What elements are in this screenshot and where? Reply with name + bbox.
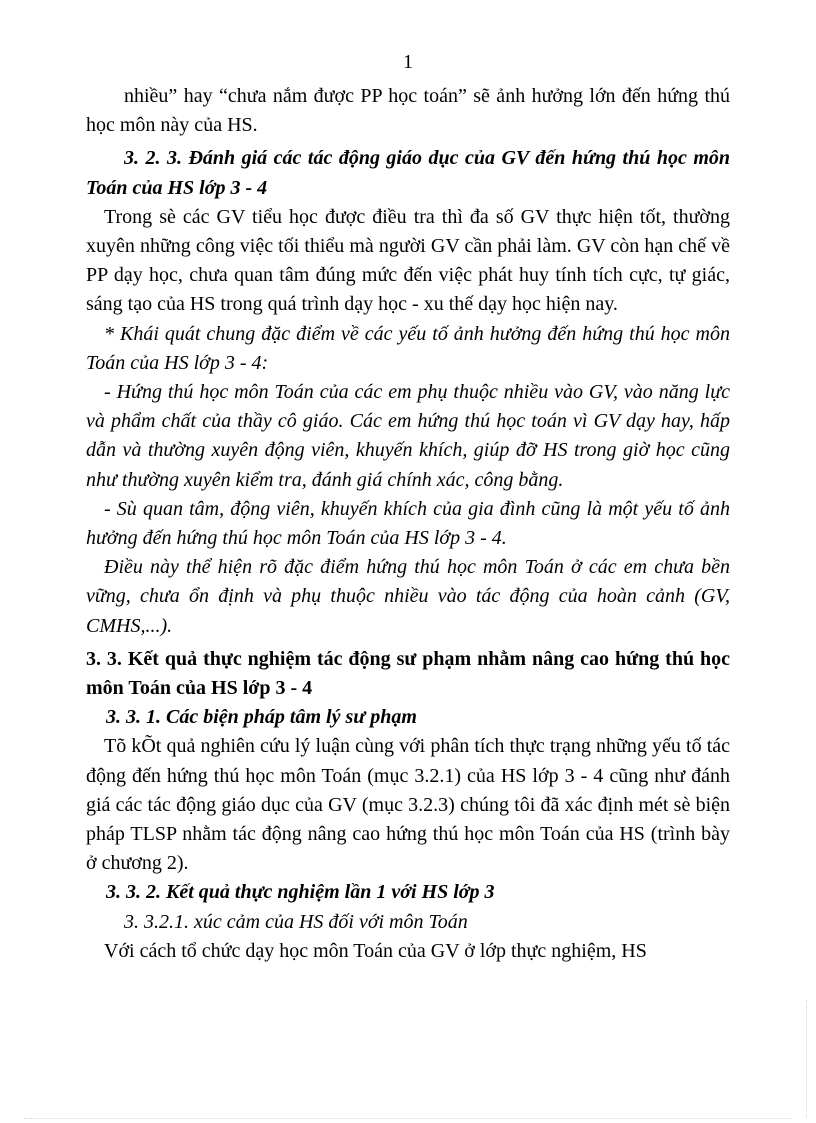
paragraph-experiment-class: Với cách tổ chức dạy học môn Toán của GV ở lớp thực nghiệm, HS <box>104 939 647 962</box>
bullet-family-influence: - Sù quan tâm, động viên, khuyến khích của gia đình cũng là một yếu tố ảnh hưởng đến hứng thú học môn Toán của HS lớp 3 - 4. <box>86 497 730 550</box>
page-bottom-rule <box>24 1118 792 1119</box>
heading-3-3-1: 3. 3. 1. Các biện pháp tâm lý sư phạm <box>106 706 417 729</box>
paragraph-general-factors: * Khái quát chung đặc điểm về các yếu tố ảnh hưởng đến hứng thú học môn Toán của HS lớp 3 - 4: <box>86 322 730 374</box>
heading-3-2-3: 3. 2. 3. Đánh giá các tác động giáo dục của GV đến hứng thú học môn Toán của HS lớp 3 - 4 <box>86 147 730 199</box>
heading-3-3-2: 3. 3. 2. Kết quả thực nghiệm lần 1 với HS lớp 3 <box>106 881 495 904</box>
heading-3-3: 3. 3. Kết quả thực nghiệm tác động sư phạm nhằm nâng cao hứng thú học môn Toán của HS lớp 3 - 4 <box>86 647 730 700</box>
paragraph-continuation: nhiều” hay “chưa nắm được PP học toán” sẽ ảnh hưởng lớn đến hứng thú học môn này của HS. <box>86 85 730 137</box>
page-number: 1 <box>403 51 413 73</box>
document-body <box>86 82 730 966</box>
paragraph-conclusion: Điều này thể hiện rõ đặc điểm hứng thú học môn Toán ở các em chưa bền vững, chưa ổn định và phụ thuộc nhiều vào tác động của hoàn cảnh (GV, CMHS,...). <box>86 556 730 637</box>
bullet-teacher-influence: - Hứng thú học môn Toán của các em phụ thuộc nhiều vào GV, vào năng lực và phẩm chất của thầy cô giáo. Các em hứng thú học toán vì GV dạy hay, hấp dẫn và thường xuyên động viên, khuyến khích, giúp đỡ HS trong giờ học cũng như thường xuyên kiểm tra, đánh giá chính xác, công bằng. <box>86 381 730 491</box>
paragraph-teacher-survey: Trong sè các GV tiểu học được điều tra thì đa số GV thực hiện tốt, thường xuyên những công việc tối thiểu mà người GV cần phải làm. GV còn hạn chế về PP dạy học, chưa quan tâm đúng mức đến việc phát huy tính tích cực, tự giác, sáng tạo của HS trong quá trình dạy học - xu thế dạy học hiện nay. <box>86 205 730 316</box>
paragraph-measures: Tõ kÕt quả nghiên cứu lý luận cùng với phân tích thực trạng những yếu tố tác động đến hứng thú học môn Toán (mục 3.2.1) của HS lớp 3 - 4 cũng như đánh giá các tác động giáo dục của GV (mục 3.2.3) chúng tôi đã xác định mét sè biện pháp TLSP nhằm tác động nâng cao hứng thú học môn Toán của HS (trình bày ở chương 2). <box>86 735 730 875</box>
heading-3-3-2-1: 3. 3.2.1. xúc cảm của HS đối với môn Toán <box>124 910 468 933</box>
page-right-rule <box>806 1000 807 1118</box>
